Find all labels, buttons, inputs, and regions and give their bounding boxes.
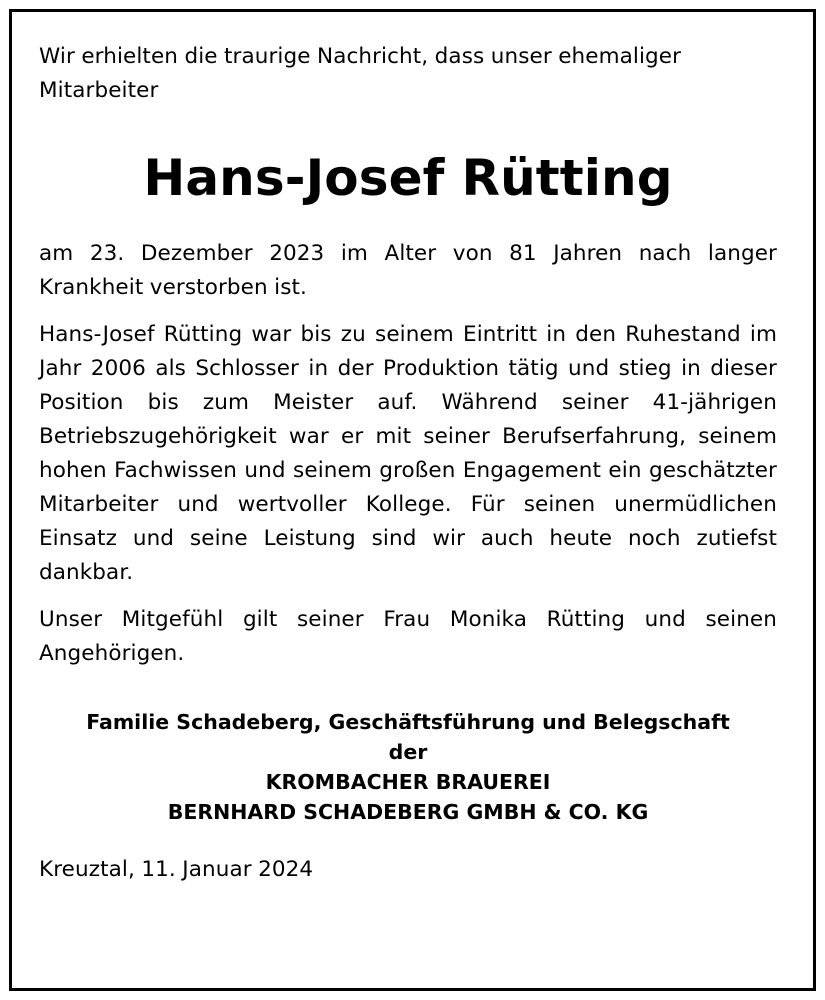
signature-line-brewery: KROMBACHER BRAUEREI	[265, 770, 551, 794]
signature-block	[39, 707, 777, 827]
signature-line-company: BERNHARD SCHADEBERG GMBH & CO. KG	[167, 800, 649, 824]
intro-text: Wir erhielten die traurige Nachricht, dass unser ehemaliger Mitarbeiter	[39, 44, 682, 103]
obituary-notice	[39, 40, 777, 887]
condolence-text: Unser Mitgefühl gilt seiner Frau Monika Rütting und seinen Angehörigen.	[39, 607, 777, 666]
death-info-text: am 23. Dezember 2023 im Alter von 81 Jahren nach langer Krankheit verstorben ist.	[39, 241, 777, 300]
signature-line-family: Familie Schadeberg, Geschäftsführung und Belegschaft	[86, 710, 730, 734]
tribute-text: Hans-Josef Rütting war bis zu seinem Eintritt in den Ruhestand im Jahr 2006 als Schlosser in der Produktion tätig und stieg in dieser Position bis zum Meister auf. Während seiner 41-jährigen Betriebszugehörigkeit war er mit seiner Berufserfahrung, seinem hohen Fachwissen und seinem großen Engagement ein geschätzter Mitarbeiter und wertvoller Kollege. Für seinen unermüdlichen Einsatz und seine Leistung sind wir auch heute noch zutiefst dankbar.	[39, 322, 777, 585]
signature-line-der: der	[388, 740, 428, 764]
place-date: Kreuztal, 11. Januar 2024	[39, 857, 314, 882]
deceased-name: Hans-Josef Rütting	[143, 149, 673, 207]
